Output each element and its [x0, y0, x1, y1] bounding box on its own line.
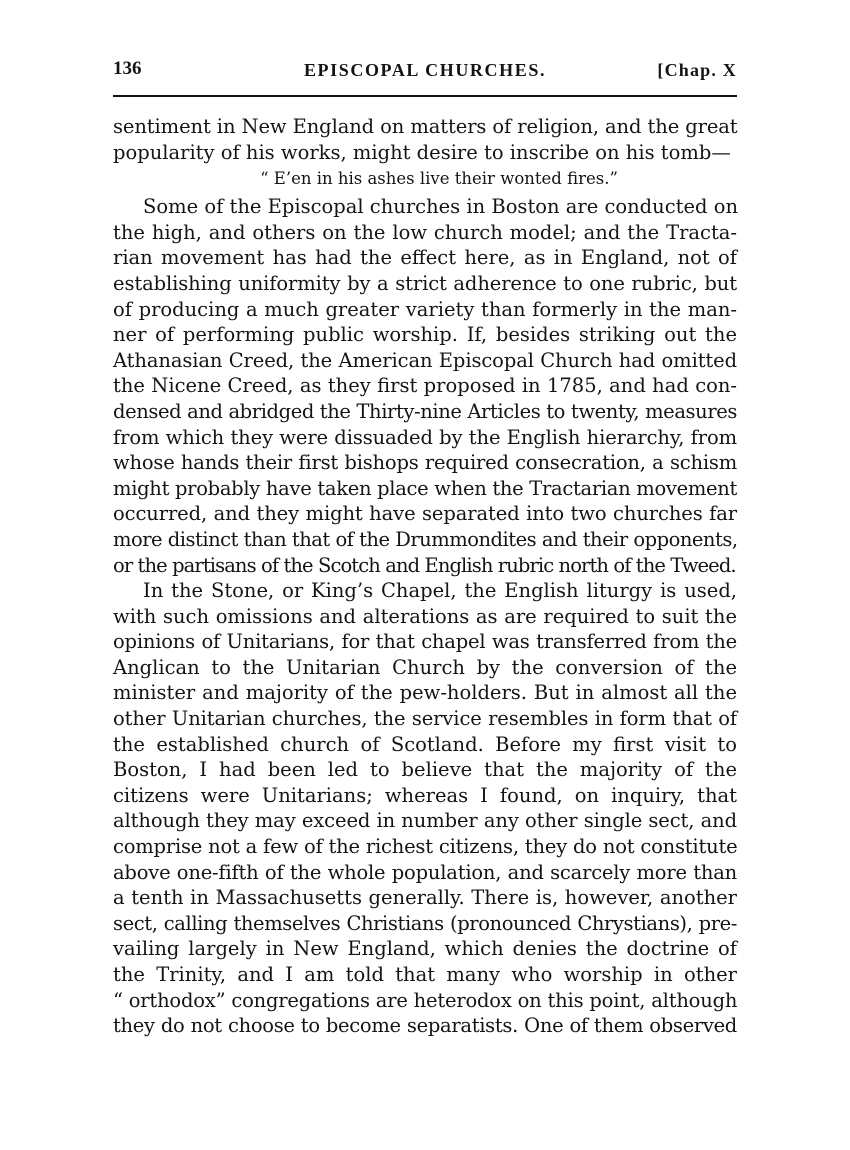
- page-number: 136: [113, 58, 142, 79]
- text-line: Athanasian Creed, the American Episcopal Church had omitted: [113, 348, 737, 372]
- text-line: popularity of his works, might desire to inscribe on his tomb—: [113, 140, 731, 164]
- chapter-label: [Chap. X: [657, 60, 737, 80]
- text-line: whose hands their first bishops required consecration, a schism: [113, 451, 737, 475]
- running-head: EPISCOPAL CHURCHES.: [303, 60, 547, 80]
- text-line: comprise not a few of the richest citizens, they do not constitute: [113, 835, 738, 859]
- text-line: vailing largely in New England, which denies the doctrine of: [113, 937, 737, 961]
- text-line: with such omissions and alterations as are required to suit the: [113, 604, 737, 628]
- text-line: opinions of Unitarians, for that chapel was transferred from the: [113, 630, 737, 654]
- text-line: the Nicene Creed, as they first proposed in 1785, and had con-: [113, 374, 737, 398]
- text-line: they do not choose to become separatists. One of them observed: [113, 1014, 737, 1038]
- text-line: other Unitarian churches, the service resembles in form that of: [113, 707, 737, 731]
- header-rule: [113, 95, 737, 97]
- text-line: the high, and others on the low church model; and the Tracta-: [113, 220, 737, 244]
- text-line: although they may exceed in number any other single sect, and: [113, 809, 737, 833]
- text-line: of producing a much greater variety than formerly in the man-: [113, 297, 737, 321]
- text-line: densed and abridged the Thirty-nine Articles to twenty, measures: [113, 399, 737, 423]
- text-line: occurred, and they might have separated into two churches far: [113, 502, 737, 526]
- text-line: In the Stone, or King’s Chapel, the English liturgy is used,: [143, 579, 737, 603]
- text-line: above one-fifth of the whole population, and scarcely more than: [113, 860, 737, 884]
- text-line: the established church of Scotland. Before my first visit to: [113, 732, 737, 756]
- text-line: sect, calling themselves Christians (pronounced Chrystians), pre-: [113, 911, 737, 935]
- text-line: or the partisans of the Scotch and English rubric north of the Tweed.: [113, 553, 736, 577]
- text-line: the Trinity, and I am told that many who worship in other: [113, 963, 737, 986]
- text-line: might probably have taken place when the Tractarian movement: [113, 476, 738, 500]
- text-line: rian movement has had the effect here, as in England, not of: [113, 246, 737, 270]
- text-line: minister and majority of the pew-holders. But in almost all the: [113, 681, 737, 705]
- text-line: Boston, I had been led to believe that the majority of the: [113, 758, 737, 782]
- epitaph-quote: “ E’en in his ashes live their wonted fires.”: [260, 169, 618, 189]
- text-line: Some of the Episcopal churches in Boston are conducted on: [143, 195, 738, 219]
- body-text: [113, 114, 737, 1039]
- text-line: “ orthodox” congregations are heterodox on this point, although: [113, 988, 738, 1012]
- text-line: a tenth in Massachusetts generally. There is, however, another: [113, 886, 737, 910]
- text-line: sentiment in New England on matters of religion, and the great: [113, 115, 738, 138]
- text-line: citizens were Unitarians; whereas I found, on inquiry, that: [113, 783, 737, 807]
- text-line: ner of performing public worship. If, besides striking out the: [113, 323, 737, 347]
- text-line: Anglican to the Unitarian Church by the conversion of the: [113, 655, 737, 679]
- text-line: from which they were dissuaded by the English hierarchy, from: [113, 425, 737, 449]
- text-line: establishing uniformity by a strict adherence to one rubric, but: [113, 271, 737, 295]
- text-line: more distinct than that of the Drummondites and their opponents,: [113, 527, 738, 551]
- page-header: [113, 58, 737, 88]
